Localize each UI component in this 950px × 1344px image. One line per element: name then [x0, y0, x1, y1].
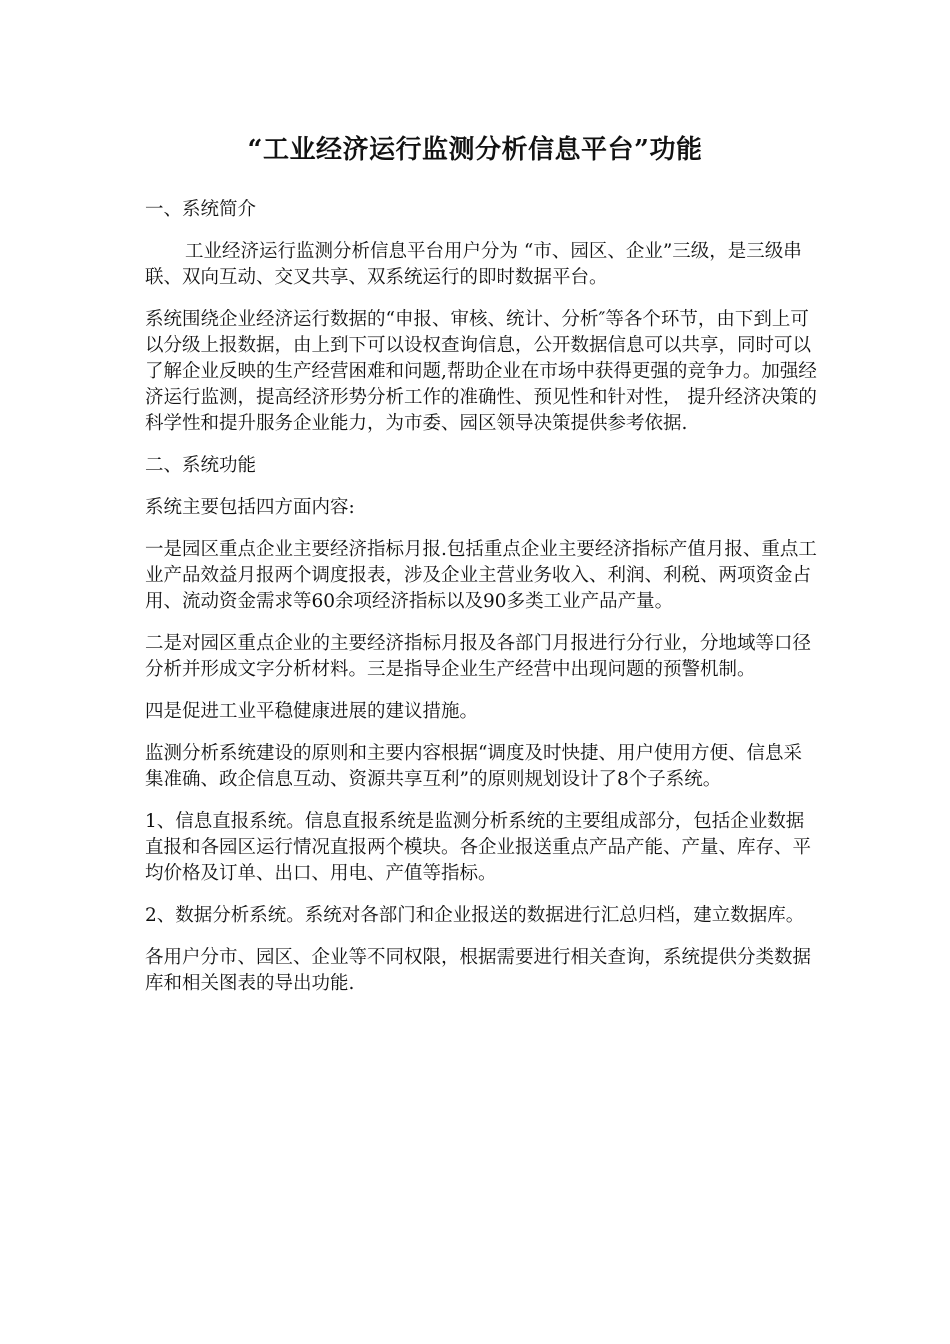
functions-paragraph-8: 各用户分市、园区、企业等不同权限，根据需要进行相关查询，系统提供分类数据库和相关图表的导出功能.: [145, 947, 812, 994]
document-title: “工业经济运行监测分析信息平台”功能: [247, 135, 703, 165]
functions-paragraph-2: 一是园区重点企业主要经济指标月报.包括重点企业主要经济指标产值月报、重点工业产品效益月报两个调度报表，涉及企业主营业务收入、利润、利税、两项资金占用、流动资金需求等60余项经济指标以及90多类工业产品产量。: [145, 539, 817, 612]
functions-paragraph-3: 二是对园区重点企业的主要经济指标月报及各部门月报进行分行业，分地域等口径分析并形成文字分析材料。三是指导企业生产经营中出现问题的预警机制。: [145, 633, 812, 680]
functions-paragraph-7: 2、数据分析系统。系统对各部门和企业报送的数据进行汇总归档，建立数据库。: [145, 905, 805, 926]
document-body: [145, 197, 817, 1013]
section-heading-intro: 一、系统简介: [145, 199, 257, 220]
functions-paragraph-1: 系统主要包括四方面内容:: [145, 497, 355, 518]
functions-paragraph-6: 1、信息直报系统。信息直报系统是监测分析系统的主要组成部分，包括企业数据直报和各园区运行情况直报两个模块。各企业报送重点产品产能、产量、库存、平均价格及订单、出口、用电、产值等指标。: [145, 811, 812, 884]
intro-paragraph-2: 系统围绕企业经济运行数据的“申报、审核、统计、分析″等各个环节，由下到上可以分级上报数据，由上到下可以设权查询信息，公开数据信息可以共享，同时可以了解企业反映的生产经营困难和问题,帮助企业在市场中获得更强的竞争力。加强经济运行监测，提高经济形势分析工作的准确性、预见性和针对性， 提升经济决策的科学性和提升服务企业能力，为市委、园区领导决策提供参考依据.: [145, 309, 817, 434]
section-heading-functions: 二、系统功能: [145, 455, 257, 476]
intro-paragraph-1: 工业经济运行监测分析信息平台用户分为 “市、园区、企业”三级，是三级串联、双向互动、交叉共享、双系统运行的即时数据平台。: [145, 241, 802, 288]
functions-paragraph-5: 监测分析系统建设的原则和主要内容根据“调度及时快捷、用户使用方便、信息采集准确、政企信息互动、资源共享互利”的原则规划设计了8个子系统。: [145, 743, 802, 790]
functions-paragraph-4: 四是促进工业平稳健康进展的建议措施。: [145, 701, 479, 722]
